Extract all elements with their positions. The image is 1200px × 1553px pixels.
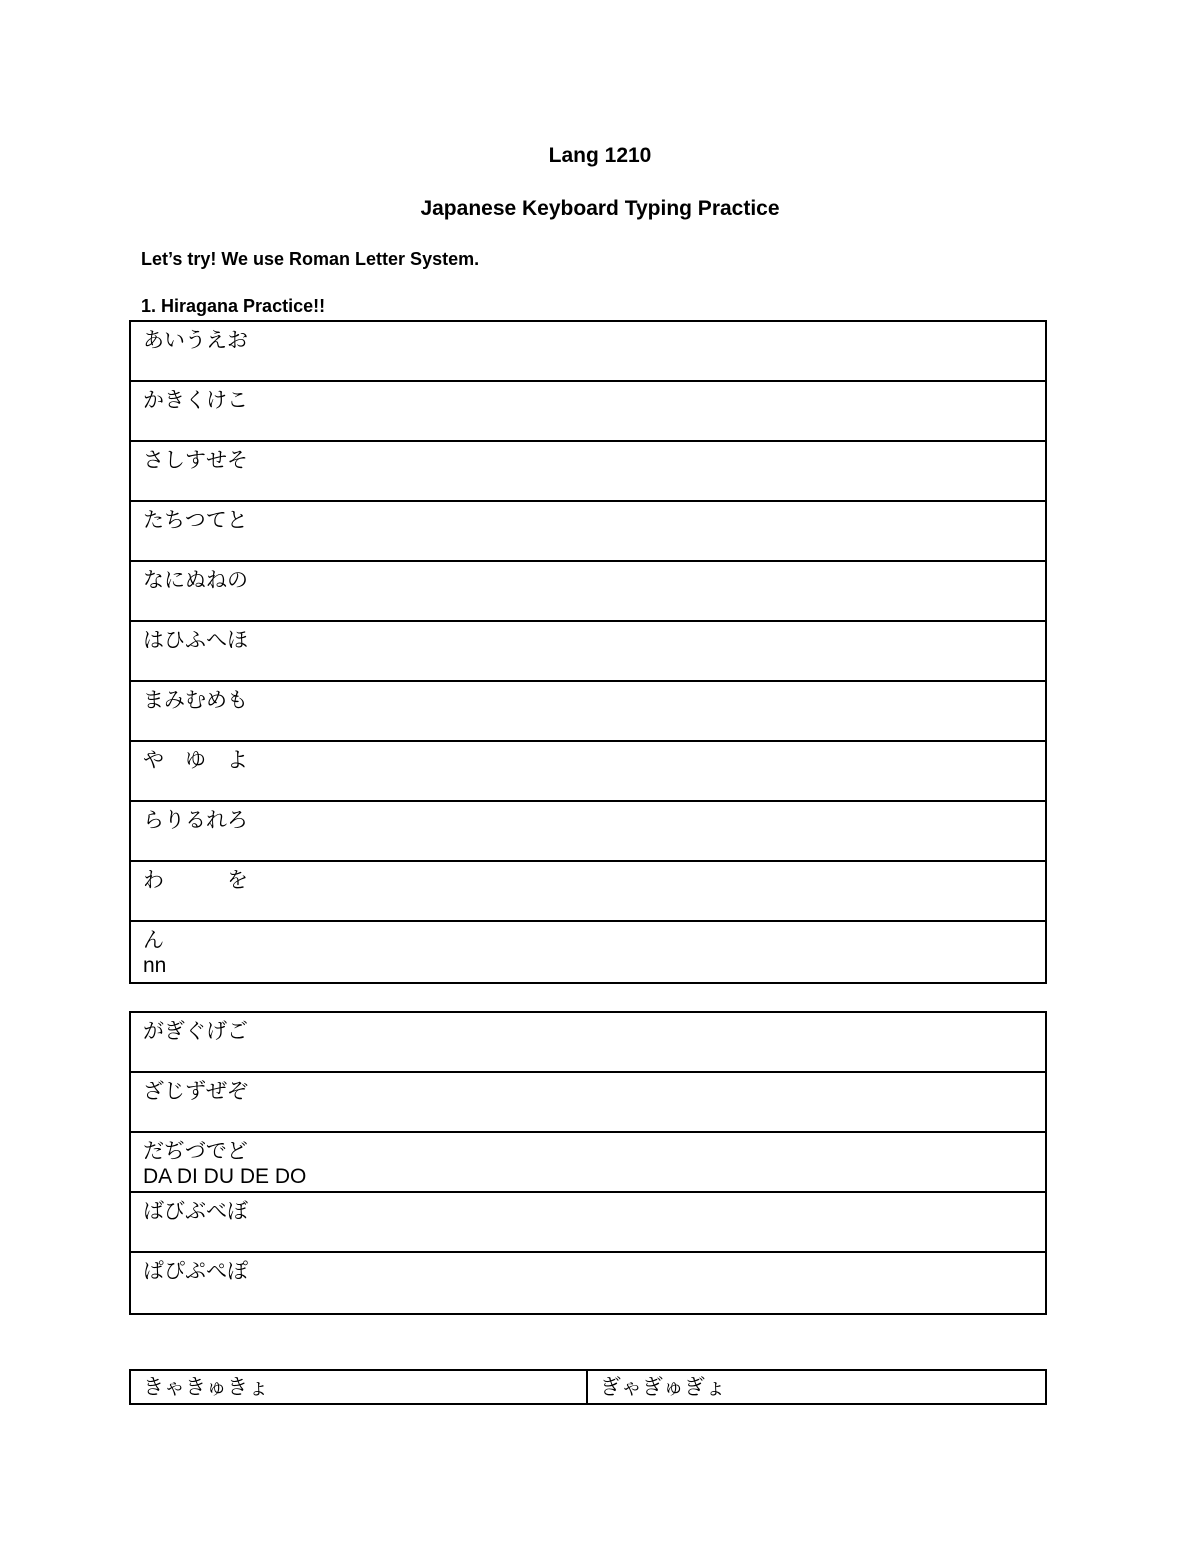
kana-text: なにぬねの xyxy=(143,568,248,592)
practice-row[interactable] xyxy=(131,442,1045,502)
kana-text: あいうえお xyxy=(143,328,248,352)
kana-text: ざじずぜぞ xyxy=(143,1079,248,1103)
kana-text: たちつてと xyxy=(143,508,248,532)
combo-cell-right[interactable] xyxy=(588,1371,1045,1403)
kana-text: だぢづでど xyxy=(143,1139,248,1163)
instruction-text: Let’s try! We use Roman Letter System. xyxy=(141,249,480,269)
practice-row[interactable] xyxy=(131,622,1045,682)
kana-text: はひふへほ xyxy=(143,628,248,652)
kana-text: ばびぶべぼ xyxy=(143,1199,248,1223)
course-title: Lang 1210 xyxy=(548,144,652,167)
combo-cell-left[interactable] xyxy=(131,1371,588,1403)
practice-row[interactable] xyxy=(131,1133,1045,1193)
practice-row[interactable] xyxy=(131,562,1045,622)
practice-row[interactable] xyxy=(131,382,1045,442)
practice-row[interactable] xyxy=(131,862,1045,922)
hiragana-combo-table xyxy=(129,1369,1047,1405)
kana-text: や ゆ よ xyxy=(143,748,248,772)
section-heading: 1. Hiragana Practice!! xyxy=(141,296,326,316)
practice-row[interactable] xyxy=(131,1253,1045,1313)
kana-text: がぎぐげご xyxy=(143,1019,248,1043)
kana-text: ぱぴぷぺぽ xyxy=(143,1259,248,1283)
kana-text: きゃきゅきょ xyxy=(143,1375,269,1399)
practice-row[interactable] xyxy=(131,922,1045,982)
practice-row[interactable] xyxy=(131,1193,1045,1253)
practice-row[interactable] xyxy=(131,322,1045,382)
kana-text: らりるれろ xyxy=(143,808,248,832)
practice-row[interactable] xyxy=(131,502,1045,562)
hiragana-voiced-table xyxy=(129,1011,1047,1315)
kana-text: さしすせそ xyxy=(143,448,248,472)
practice-row[interactable] xyxy=(131,1013,1045,1073)
kana-text: まみむめも xyxy=(143,688,248,712)
romaji-text: nn xyxy=(143,954,167,977)
kana-text: わ を xyxy=(143,868,248,892)
document-title: Japanese Keyboard Typing Practice xyxy=(420,197,780,220)
kana-text: ぎゃぎゅぎょ xyxy=(600,1375,726,1399)
practice-row[interactable] xyxy=(131,682,1045,742)
kana-text: ん xyxy=(143,928,164,952)
practice-row[interactable] xyxy=(131,1073,1045,1133)
practice-row[interactable] xyxy=(131,742,1045,802)
kana-text: かきくけこ xyxy=(143,388,248,412)
practice-row[interactable] xyxy=(131,802,1045,862)
romaji-text: DA DI DU DE DO xyxy=(143,1165,307,1188)
hiragana-basic-table xyxy=(129,320,1047,984)
